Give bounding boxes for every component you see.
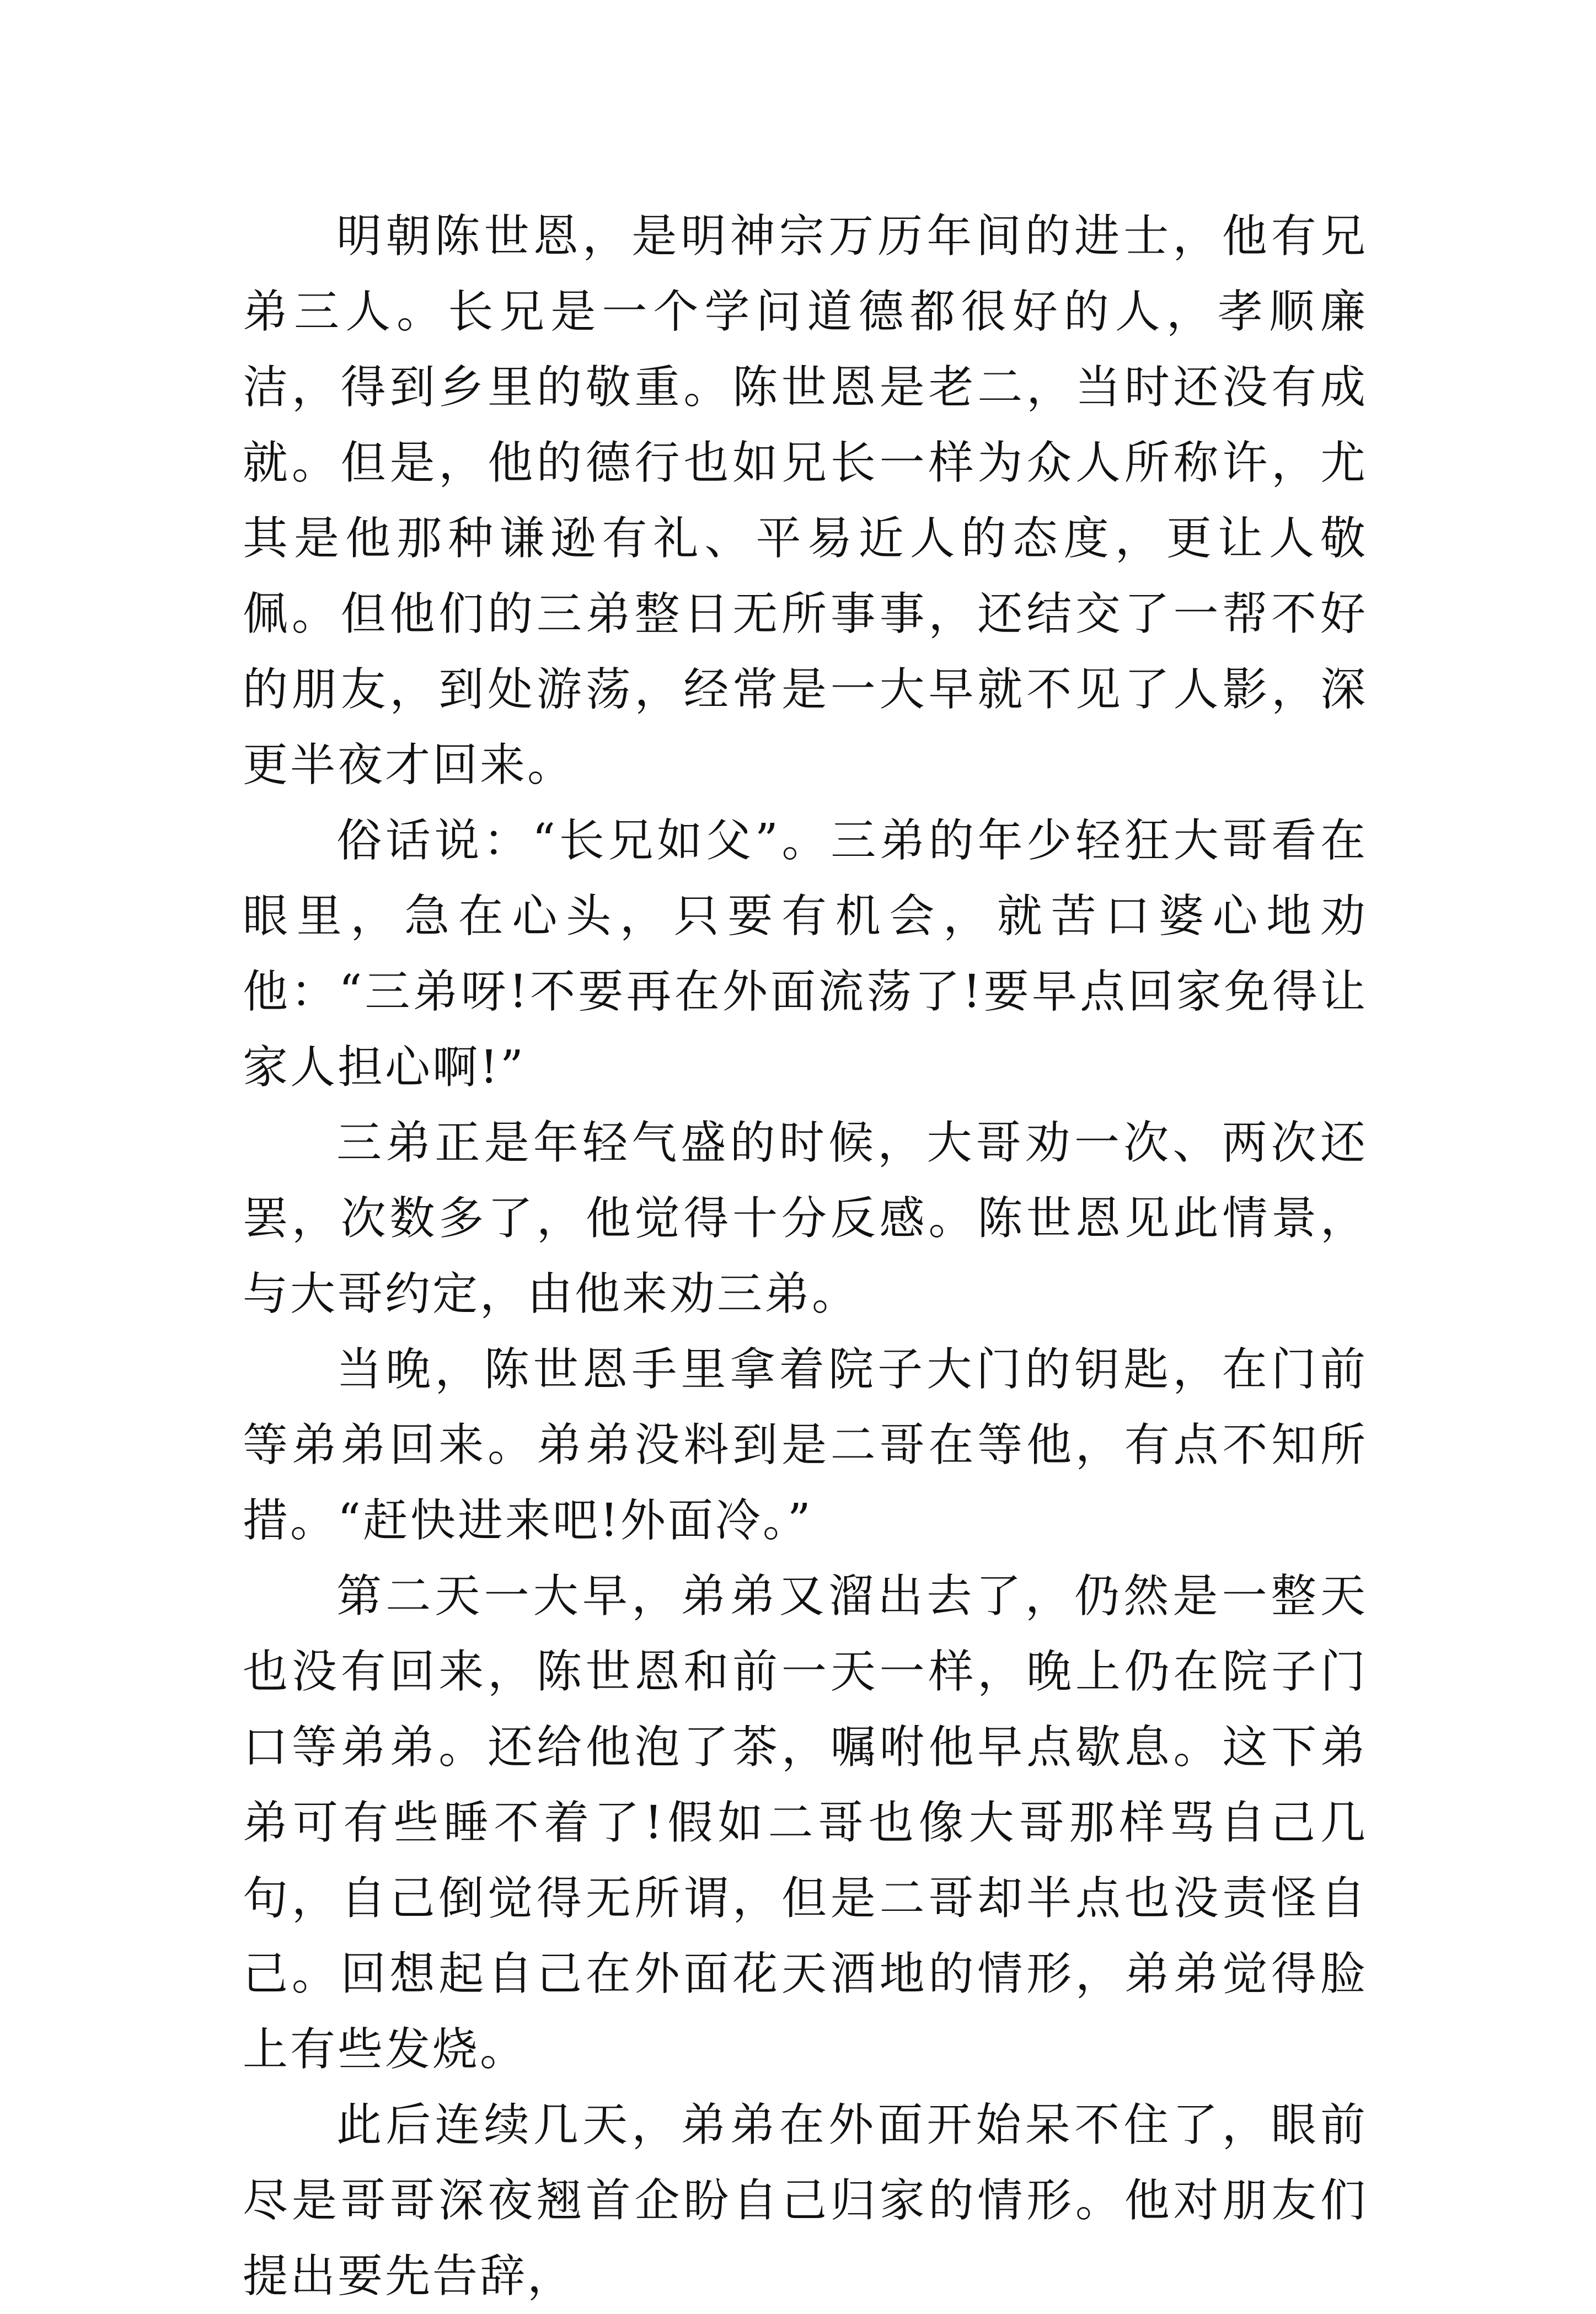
paragraph-1: 明朝陈世恩，是明神宗万历年间的进士，他有兄弟三人。长兄是一个学问道德都很好的人，孝顺廉洁，得到乡里的敬重。陈世恩是老二，当时还没有成就。但是，他的德行也如兄长一样为众人所称许，尤其是他那种谦逊有礼、平易近人的态度，更让人敬佩。但他们的三弟整日无所事事，还结交了一帮不好的朋友，到处游荡，经常是一大早就不见了人影，深更半夜才回来。 <box>243 210 1368 791</box>
paragraph-5: 第二天一大早，弟弟又溜出去了，仍然是一整天也没有回来，陈世恩和前一天一样，晚上仍在院子门口等弟弟。还给他泡了茶，嘱咐他早点歇息。这下弟弟可有些睡不着了!假如二哥也像大哥那样骂自己几句，自己倒觉得无所谓，但是二哥却半点也没责怪自己。回想起自己在外面花天酒地的情形，弟弟觉得脸上有些发烧。 <box>243 1570 1368 2076</box>
paragraph-3: 三弟正是年轻气盛的时候，大哥劝一次、两次还罢，次数多了，他觉得十分反感。陈世恩见此情景，与大哥约定，由他来劝三弟。 <box>243 1117 1368 1320</box>
paragraph-6: 此后连续几天，弟弟在外面开始呆不住了，眼前尽是哥哥深夜翘首企盼自己归家的情形。他对朋友们提出要先告辞， <box>243 2099 1368 2302</box>
paragraph-4: 当晚，陈世恩手里拿着院子大门的钥匙，在门前等弟弟回来。弟弟没料到是二哥在等他，有点不知所措。“赶快进来吧!外面冷。” <box>243 1343 1368 1547</box>
paragraph-2: 俗话说：“长兄如父”。三弟的年少轻狂大哥看在眼里，急在心头，只要有机会，就苦口婆心地劝他：“三弟呀!不要再在外面流荡了!要早点回家免得让家人担心啊!” <box>243 815 1368 1094</box>
story-text <box>243 199 1368 2314</box>
